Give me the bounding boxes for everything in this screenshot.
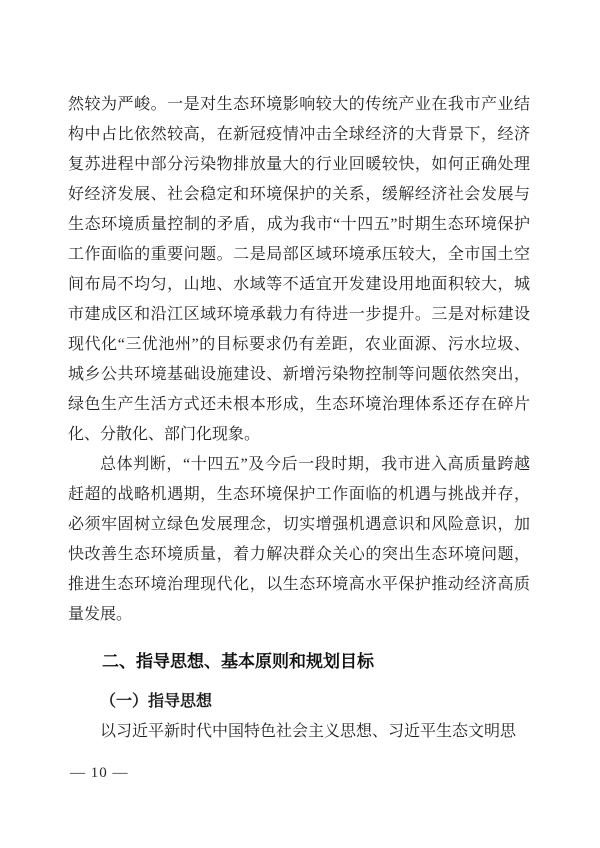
subsection-heading: （一）指导思想 — [100, 693, 213, 710]
section-heading: 二、指导思想、基本原则和规划目标 — [102, 652, 374, 671]
page-number: — 10 — — [70, 765, 129, 781]
paragraph-guiding-ideology: 以习近平新时代中国特色社会主义思想、习近平生态文明思 — [100, 723, 517, 740]
document-content — [68, 90, 530, 747]
paragraph-situation-analysis: 然较为严峻。一是对生态环境影响较大的传统产业在我市产业结构中占比依然较高，在新冠疫情冲击全球经济的大背景下，经济复苏进程中部分污染物排放量大的行业回暖较快，如何正确处理好经济发展、社会稳定和环境保护的关系，缓解经济社会发展与生态环境质量控制的矛盾，成为我市“十四五”时期生态环境保护工作面临的重要问题。二是局部区域环境承压较大，全市国土空间布局不均匀，山地、水域等不适宜开发建设用地面积较大，城市建成区和沿江区域环境承载力有待进一步提升。三是对标建设现代化“三优池州”的目标要求仍有差距，农业面源、污水垃圾、城乡公共环境基础设施建设、新增污染物控制等问题依然突出，绿色生产生活方式还未根本形成，生态环境治理体系还存在碎片化、分散化、部门化现象。 — [68, 96, 530, 443]
paragraph-overall-judgment: 总体判断，“十四五”及今后一段时期，我市进入高质量跨越赶超的战略机遇期，生态环境保护工作面临的机遇与挑战并存，必须牢固树立绿色发展理念，切实增强机遇意识和风险意识，加快改善生态环境质量，着力解决群众关心的突出生态环境问题，推进生态环境治理现代化，以生态环境高水平保护推动经济高质量发展。 — [68, 456, 530, 623]
